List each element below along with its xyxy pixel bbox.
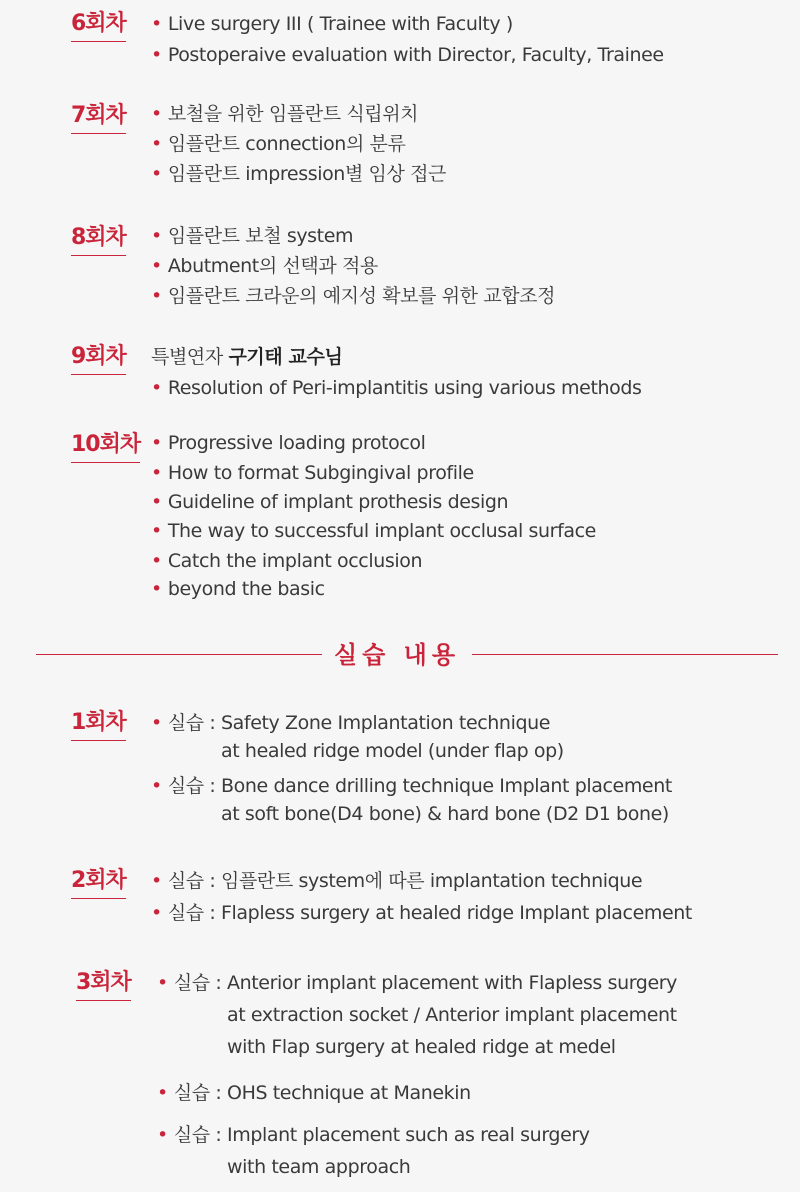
list-item: • 임플란트 impression별 임상 접근 [151, 163, 446, 185]
list-item: • Progressive loading protocol [151, 432, 426, 454]
session-label: 10회차 [71, 430, 140, 460]
list-item: • Live surgery III ( Trainee with Faculty ) [151, 13, 513, 35]
list-item-continuation: at soft bone(D4 bone) & hard bone (D2 D1 bone) [221, 803, 669, 825]
list-item: • 보철을 위한 임플란트 식립위치 [151, 103, 419, 125]
list-item: • Abutment의 선택과 적용 [151, 255, 378, 277]
list-item: • Postoperaive evaluation with Director, Faculty, Trainee [151, 44, 664, 66]
session-label: 2회차 [71, 866, 126, 896]
lecturer-line [151, 344, 342, 370]
list-item: • 실습 : OHS technique at Manekin [157, 1082, 471, 1104]
lecturer-prefix: 특별연자 [151, 346, 223, 368]
list-item: • Catch the implant occlusion [151, 550, 423, 572]
session-label: 6회차 [71, 9, 126, 39]
list-item-continuation: at healed ridge model (under flap op) [221, 740, 564, 762]
list-item: • beyond the basic [151, 578, 325, 600]
list-item: • 임플란트 connection의 분류 [151, 133, 406, 155]
list-item: • 임플란트 보철 system [151, 225, 354, 247]
list-item: • 실습 : Flapless surgery at healed ridge Implant placement [151, 902, 692, 924]
list-item-continuation: with Flap surgery at healed ridge at medel [227, 1036, 616, 1058]
list-item: • The way to successful implant occlusal surface [151, 520, 596, 542]
session-label: 8회차 [71, 223, 126, 253]
list-item-continuation: with team approach [227, 1156, 411, 1178]
list-item: • 실습 : Safety Zone Implantation technique [151, 712, 551, 734]
session-label: 7회차 [71, 101, 126, 131]
session-label: 1회차 [71, 708, 126, 738]
list-item: • 임플란트 크라운의 예지성 확보를 위한 교합조정 [151, 285, 556, 307]
list-item: • 실습 : Anterior implant placement with Flapless surgery [157, 972, 677, 994]
list-item: • Guideline of implant prothesis design [151, 491, 509, 513]
list-item: • 실습 : 임플란트 system에 따른 implantation technique [151, 870, 643, 892]
list-item: • 실습 : Implant placement such as real surgery [157, 1124, 590, 1146]
session-label: 3회차 [76, 968, 131, 998]
list-item: • 실습 : Bone dance drilling technique Implant placement [151, 775, 672, 797]
list-item: • How to format Subgingival profile [151, 462, 474, 484]
list-item-continuation: at extraction socket / Anterior implant placement [227, 1004, 677, 1026]
session-label: 9회차 [71, 342, 126, 372]
lecturer-name: 구기태 교수님 [228, 346, 343, 368]
list-item: • Resolution of Peri-implantitis using various methods [151, 377, 642, 399]
section-title: 실습 내용 [322, 638, 472, 672]
